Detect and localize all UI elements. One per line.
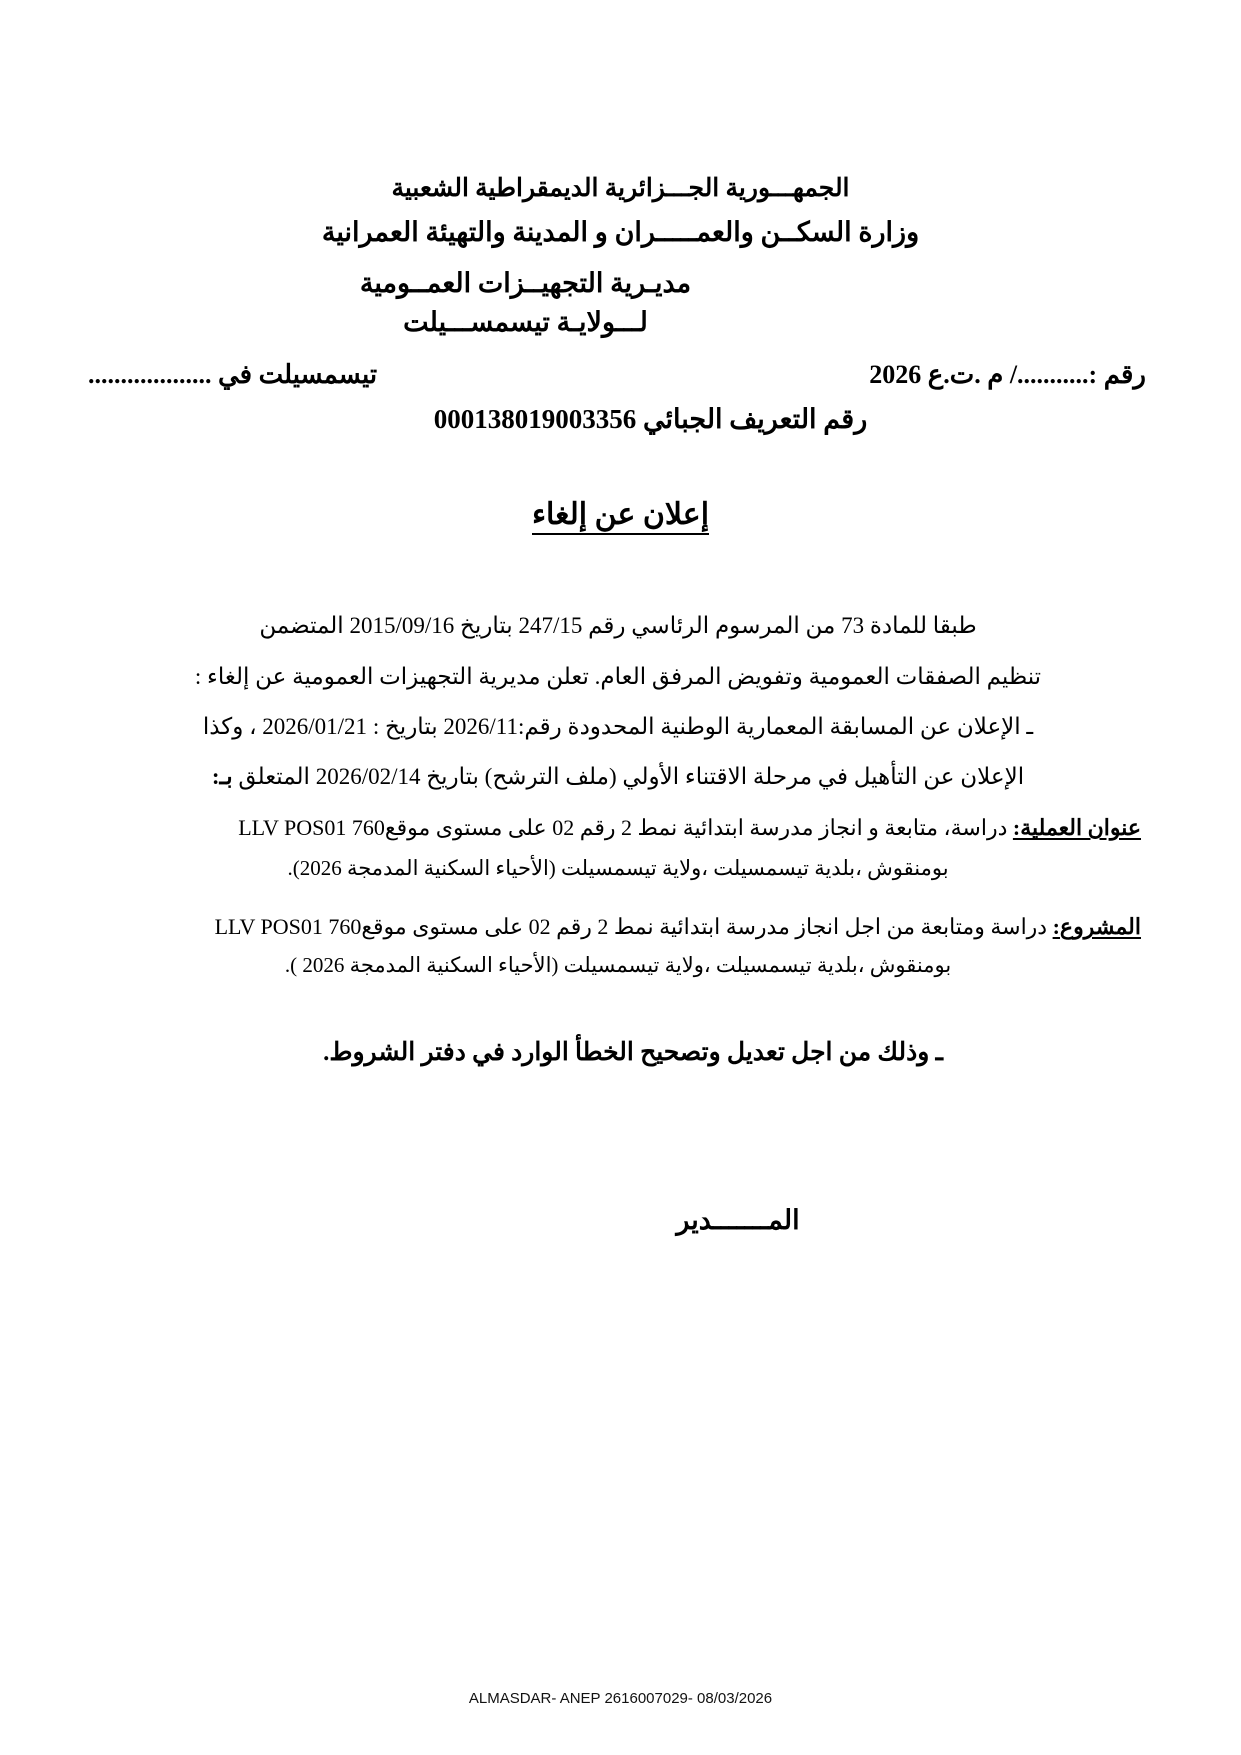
republic-heading: الجمهـــورية الجـــزائرية الديمقراطية الشعبية [391, 175, 850, 202]
wilaya-heading: لـــولايـة تيسمســـيلت [403, 307, 648, 338]
page-title [0, 497, 1241, 532]
project-text-part-2: بومنقوش ،بلدية تيسمسيلت ،ولاية تيسمسيلت (الأحياء السكنية المدمجة 2026 ). [284, 952, 952, 977]
cancelled-item-2 [95, 755, 1141, 799]
cancelled-item-1: ـ الإعلان عن المسابقة المعمارية الوطنية المحدودة رقم:2026/11 بتاريخ : 2026/01/21 ، وكذا [202, 713, 1034, 739]
project-paragraph [95, 908, 1141, 983]
legal-basis-line-2: تنظيم الصفقات العمومية وتفويض المرفق العام. تعلن مديرية التجهيزات العمومية عن إلغاء : [194, 663, 1042, 689]
operation-paragraph [95, 809, 1141, 886]
legal-basis-line-1: طبقا للمادة 73 من المرسوم الرئاسي رقم 247/15 بتاريخ 2015/09/16 المتضمن [259, 613, 977, 639]
directorate-block [0, 264, 1051, 342]
cancelled-item-2-emphasis: بـ: [211, 763, 233, 789]
document-footer: ALMASDAR- ANEP 2616007029- 08/03/2026 [468, 1690, 773, 1707]
operation-text-part-1: دراسة، متابعة و انجاز مدرسة ابتدائية نمط 2 رقم 02 على مستوى موقع760 [346, 815, 1013, 841]
document-body [0, 604, 1241, 1247]
reference-row [0, 360, 1241, 390]
document-header [0, 172, 1241, 342]
directorate-heading: مديـرية التجهيــزات العمــومية [359, 268, 692, 299]
ministry-heading: وزارة السكــن والعمـــــران و المدينة والتهيئة العمرانية [321, 216, 920, 247]
operation-text-part-2: بومنقوش ،بلدية تيسمسيلت ،ولاية تيسمسيلت (الأحياء السكنية المدمجة 2026). [287, 855, 949, 880]
reference-place-date: تيسمسيلت في ................... [88, 360, 378, 390]
operation-label: عنوان العملية: [1012, 815, 1141, 841]
tax-id-label: رقم التعريف الجبائي [643, 404, 868, 435]
project-site-code: LLV POS01 [214, 914, 323, 940]
operation-site-code: LLV POS01 [238, 815, 347, 841]
page-title-text: إعلان عن إلغاء [532, 498, 709, 535]
reference-number: رقم :.........../ م .ت.ع 2026 [869, 360, 1146, 390]
project-text-part-1: دراسة ومتابعة من اجل انجاز مدرسة ابتدائية نمط 2 رقم 02 على مستوى موقع760 [322, 914, 1053, 940]
tax-id-value: 000138019003356 [433, 404, 637, 435]
project-label: المشروع: [1052, 914, 1141, 940]
tax-id-row [0, 404, 1241, 435]
signature-title: المـــــــدير [676, 1205, 800, 1236]
closing-statement: ـ وذلك من اجل تعديل وتصحيح الخطأ الوارد في دفتر الشروط. [323, 1039, 943, 1067]
cancelled-item-2-text: الإعلان عن التأهيل في مرحلة الاقتناء الأولي (ملف الترشح) بتاريخ 2026/02/14 المتعلق [232, 763, 1025, 789]
